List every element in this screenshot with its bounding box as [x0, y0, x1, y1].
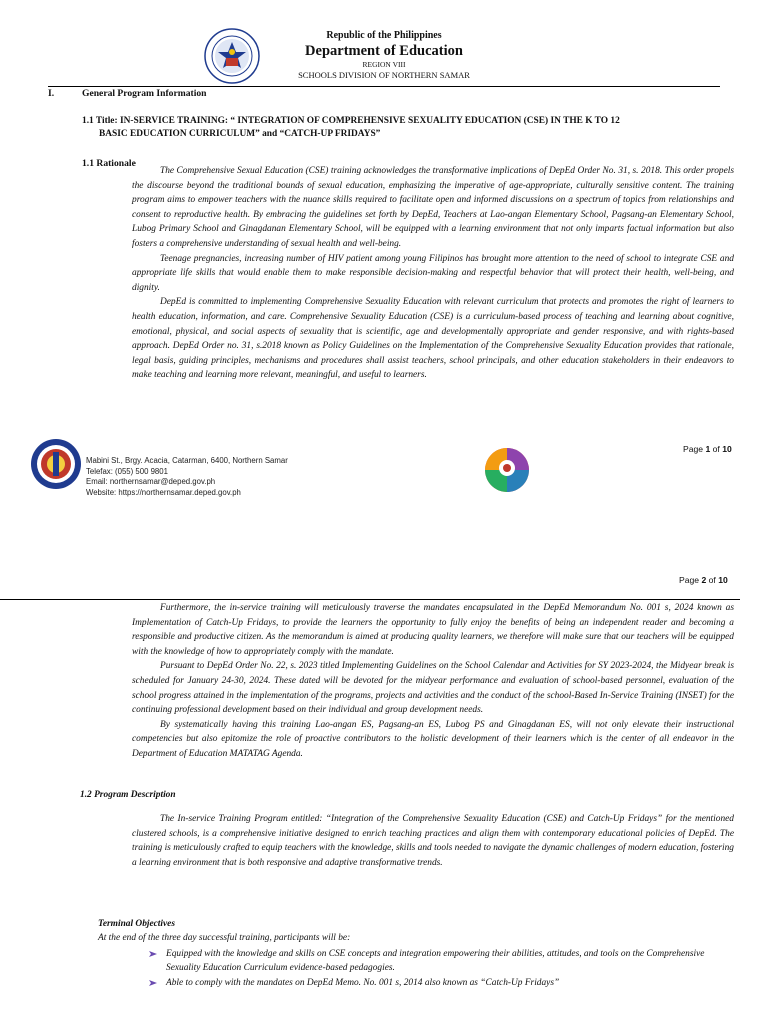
republic-line: Republic of the Philippines: [326, 30, 442, 41]
page-2-paragraph-1: Furthermore, the in-service training will meticulously traverse the mandates encapsulated in the DepEd Memorandum No. 001 s, 2024 known as Implementation of Catch-Up Fridays, to provide the learners the opportunity to fully enjoy the benefits of being an independent reader and becoming a responsible and productive citizen. As the memorandum is aimed at producing quality learners, we therefore will make sure that our teachers will be equipped with the knowledge of how to appropriately comply with the mandate.: [132, 603, 734, 657]
page-2-paragraph-2: Pursuant to DepEd Order No. 22, s. 2023 titled Implementing Guidelines on the School Calendar and Activities for SY 2023-2024, the Midyear break is scheduled for January 24-30, 2024. These dated will be devoted for the midyear performance and evaluation of school-based personnel, evaluation of the school progress attained in the implementation of the programs, projects and activities and the conduct of the school-Based In-Service Training (INSET) for the continuing professional development based on their individual and group development needs.: [132, 661, 734, 716]
page-1-number: [683, 444, 732, 454]
program-description-heading: 1.2 Program Description: [80, 790, 176, 800]
section-numeral: I.: [48, 88, 55, 99]
rationale-body: [132, 164, 734, 383]
rationale-heading: 1.1 Rationale: [82, 158, 136, 169]
department-title: Department of Education: [305, 43, 463, 59]
title-line-1: IN-SERVICE TRAINING: “ INTEGRATION OF COMPREHENSIVE SEXUALITY EDUCATION (CSE) IN THE K TO 12: [119, 116, 620, 126]
rationale-paragraph-3: DepEd is committed to implementing Comprehensive Sexuality Education with relevant curriculum that protects and promotes the right of learners to health education, information, and care. Comprehensive Sexuality Education (CSE) is a curriculum-based process of teaching and learning about cognitive, emotional, physical, and social aspects of sexuality that is scientific, age and developmentally appropriate and gender responsive, and with rights-based approach. DepEd Order no. 31, s.2018 known as Policy Guidelines on the Implementation of the Comprehensive Sexuality Education provides that rationale, legal basis, guiding principles, mechanisms and procedures shall assist teachers, school principals, and other education stakeholders in their endeavors to make teaching and learning more relevant, meaningful, and useful to learners.: [132, 297, 734, 381]
rationale-paragraph-2: Teenage pregnancies, increasing number of HIV patient among young Filipinos has brought more attention to the need of school to integrate CSE and appropriate life skills that would enable them to make responsible decision-making and respectful behavior that will protect their health, well-being, and dignity.: [132, 253, 734, 293]
objective-item: [144, 948, 734, 975]
page-2-of: of: [706, 575, 719, 585]
terminal-objectives-intro: At the end of the three day successful training, participants will be:: [98, 933, 351, 943]
objective-item: [144, 977, 734, 991]
arrow-bullet-icon: [148, 978, 158, 988]
section-title: General Program Information: [82, 88, 207, 99]
title-label: 1.1 Title:: [82, 116, 118, 126]
contact-block: [86, 456, 288, 498]
contact-email: Email: northernsamar@deped.gov.ph: [86, 477, 216, 486]
division-logo-icon: [30, 438, 82, 490]
objective-text: Equipped with the knowledge and skills on CSE concepts and integration empowering their abilities, attitudes, and tools on the Comprehensive Sexuality Education Curriculum evidence-based pedagogies.: [166, 949, 705, 973]
page-2-paragraph-3: By systematically having this training Lao-angan ES, Pagsang-an ES, Lubog PS and Ginagdanan ES, will not only elevate their instructional competencies but also epitomize the role of proactive contributors to the holistic development of their learners which is the center of all endeavor in the Department of Education MATATAG Agenda.: [132, 719, 734, 759]
matatag-logo-icon: [478, 446, 536, 496]
page-1-total: 10: [722, 444, 732, 454]
contact-website: Website: https://northernsamar.deped.gov.ph: [86, 487, 241, 497]
page-2-rule: [0, 599, 740, 600]
page-1-current: 1: [705, 444, 711, 454]
division-logo: [30, 438, 82, 490]
terminal-objectives-heading: Terminal Objectives: [98, 919, 175, 929]
page-2-number: [679, 575, 728, 585]
program-description-text: The In-service Training Program entitled: “Integration of the Comprehensive Sexuality Education (CSE) and Catch-Up Fridays” for the mentioned clustered schools, is a comprehensive initiative designed to enrich teaching practices and align them with contemporary educational policies of DepEd. The training is meticulously crafted to equip teachers with the knowledge, skills and tools needed to navigate the dynamic challenges of modern education, fostering a learning environment that is both responsive and adaptive transformative trends.: [132, 814, 734, 868]
page-1-of: of: [710, 444, 723, 454]
header-rule: [48, 86, 720, 87]
program-description: [132, 812, 734, 870]
objectives-list: [144, 948, 734, 993]
title-line-2: BASIC EDUCATION CURRICULUM” and “CATCH-UP FRIDAYS”: [99, 129, 381, 139]
page-2-current: 2: [701, 575, 707, 585]
contact-address: Mabini St., Brgy. Acacia, Catarman, 6400, Northern Samar: [86, 456, 288, 465]
title-block: [82, 115, 732, 141]
region-line: REGION VIII: [362, 60, 406, 69]
matatag-logo: [478, 446, 536, 496]
arrow-bullet-icon: [148, 949, 158, 959]
page-2-total: 10: [718, 575, 728, 585]
contact-telefax: Telefax: (055) 500 9801: [86, 466, 168, 476]
rationale-paragraph-1: The Comprehensive Sexual Education (CSE) training acknowledges the transformative implications of DepEd Order No. 31, s. 2018. This order propels the discourse beyond the traditional bounds of sexual education, emphasizing the imperative of age-appropriate, culturally sensitive content. The training program aims to empower teachers with the nuance skills required to facilitate open and informed discussions on a spectrum of topics from relationships and consent to reproductive health. By embracing the guidelines set forth by DepEd, Teachers at Lao-angan Elementary School, Pagsang-an Elementary School, Lubog Primary School and Ginagdanan Elementary School, will be equipped with a learning environment that not only imparts factual information but also fosters a comprehensive understanding of sexual health and well-being.: [132, 166, 734, 249]
objective-text: Able to comply with the mandates on DepEd Memo. No. 001 s, 2014 also known as “Catch-Up Fridays”: [166, 978, 560, 988]
page-2-prefix: Page: [679, 575, 702, 585]
page-1-prefix: Page: [683, 444, 706, 454]
division-line: SCHOOLS DIVISION OF NORTHERN SAMAR: [298, 70, 470, 80]
page-2-body: [132, 601, 734, 762]
